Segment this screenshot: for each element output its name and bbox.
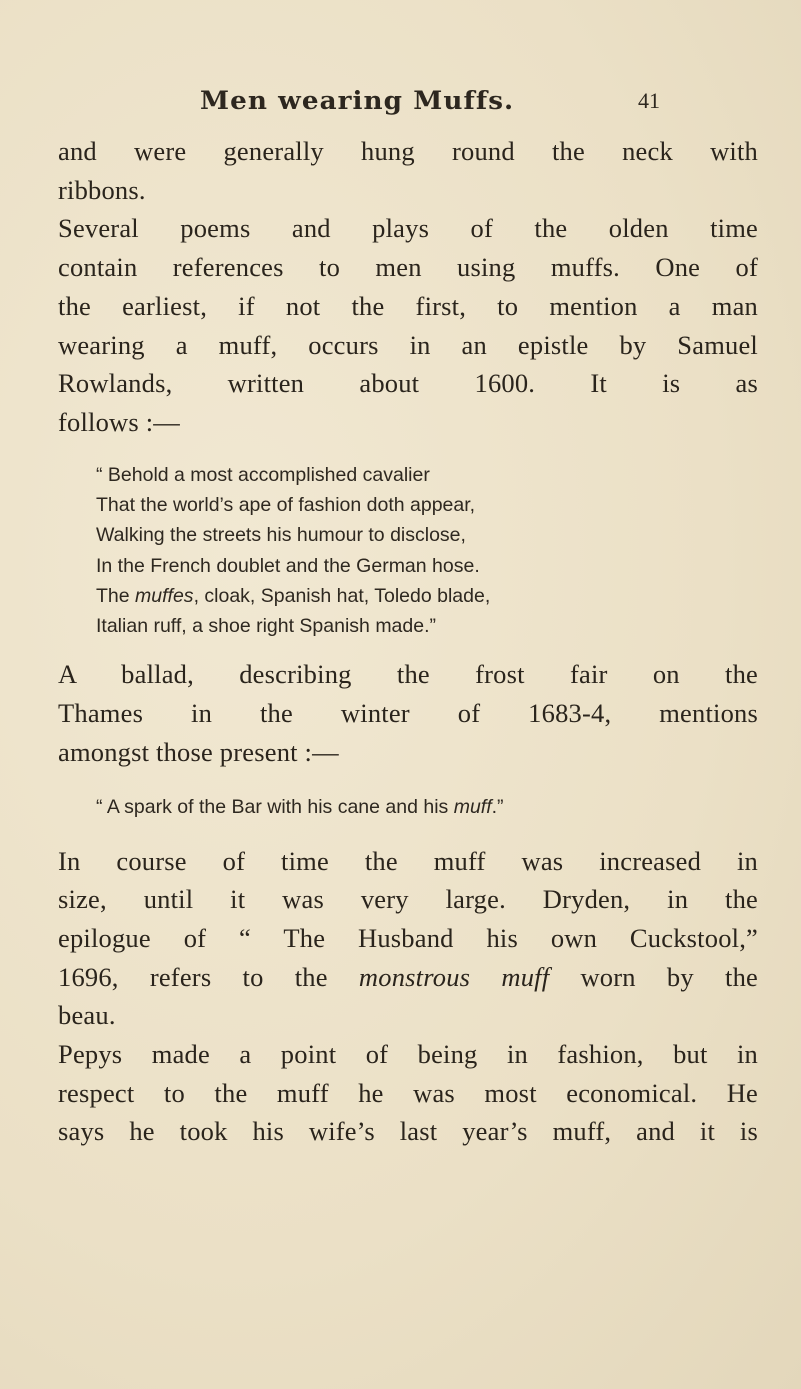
page-number: 41: [638, 88, 660, 113]
paragraph-line: Thames in the winter of 1683-4, mentions: [58, 698, 758, 729]
paragraph-text: 1696, refers to the: [58, 961, 359, 992]
verse-quotation: [96, 460, 758, 642]
ballad-quotation: [96, 792, 758, 822]
paragraph-line: Several poems and plays of the olden time: [58, 213, 758, 244]
verse-line: Walking the streets his humour to disclose,: [96, 524, 466, 547]
body-text: [58, 132, 758, 1151]
paragraph-2: [58, 209, 758, 441]
paragraph-text: worn by the: [549, 961, 758, 992]
paragraph-4: [58, 842, 758, 1036]
quotation-italic-word: muff: [453, 795, 492, 818]
verse-line: Italian ruff, a shoe right Spanish made.”: [96, 615, 437, 638]
paragraph-line: follows :—: [58, 406, 180, 437]
quotation-text: “ A spark of the Bar with his cane and his: [96, 795, 454, 818]
paragraph-line: amongst those present :—: [58, 736, 339, 767]
paragraph-5: [58, 1035, 758, 1151]
paragraph-line: and were generally hung round the neck with: [58, 136, 758, 166]
running-head: [0, 86, 801, 126]
paragraph-line: [58, 958, 758, 997]
paragraph-line: A ballad, describing the frost fair on the: [58, 659, 758, 690]
verse-text: The: [96, 584, 136, 607]
verse-line: In the French doublet and the German hose.: [96, 554, 480, 577]
paragraph-line: wearing a muff, occurs in an epistle by Samuel: [58, 329, 758, 360]
paragraph-line: contain references to men using muffs. One of: [58, 252, 758, 283]
paragraph-3: [58, 655, 758, 771]
verse-line: [96, 581, 758, 611]
paragraph-line: beau.: [58, 1000, 116, 1031]
verse-line: “ Behold a most accomplished cavalier: [96, 463, 430, 486]
paragraph-1: [58, 132, 758, 209]
paragraph-line: the earliest, if not the first, to mention a man: [58, 290, 758, 321]
paragraph-line: ribbons.: [58, 174, 146, 205]
paragraph-line: respect to the muff he was most economical. He: [58, 1077, 758, 1108]
paragraph-line: Rowlands, written about 1600. It is as: [58, 368, 758, 399]
quotation-text: .”: [491, 795, 504, 818]
paragraph-italic-phrase: monstrous muff: [358, 961, 550, 992]
paragraph-line: In course of time the muff was increased in: [58, 845, 758, 876]
paragraph-line: says he took his wife’s last year’s muff, and it is: [58, 1116, 758, 1147]
verse-line: That the world’s ape of fashion doth appear,: [96, 493, 476, 516]
verse-text: , cloak, Spanish hat, Toledo blade,: [193, 584, 491, 607]
verse-italic-word: muffes: [135, 584, 194, 607]
paragraph-line: size, until it was very large. Dryden, in the: [58, 884, 758, 915]
paragraph-line: epilogue of “ The Husband his own Cuckstool,”: [58, 922, 758, 953]
paragraph-line: Pepys made a point of being in fashion, but in: [58, 1039, 758, 1070]
running-title: Men wearing Muffs.: [200, 86, 515, 115]
